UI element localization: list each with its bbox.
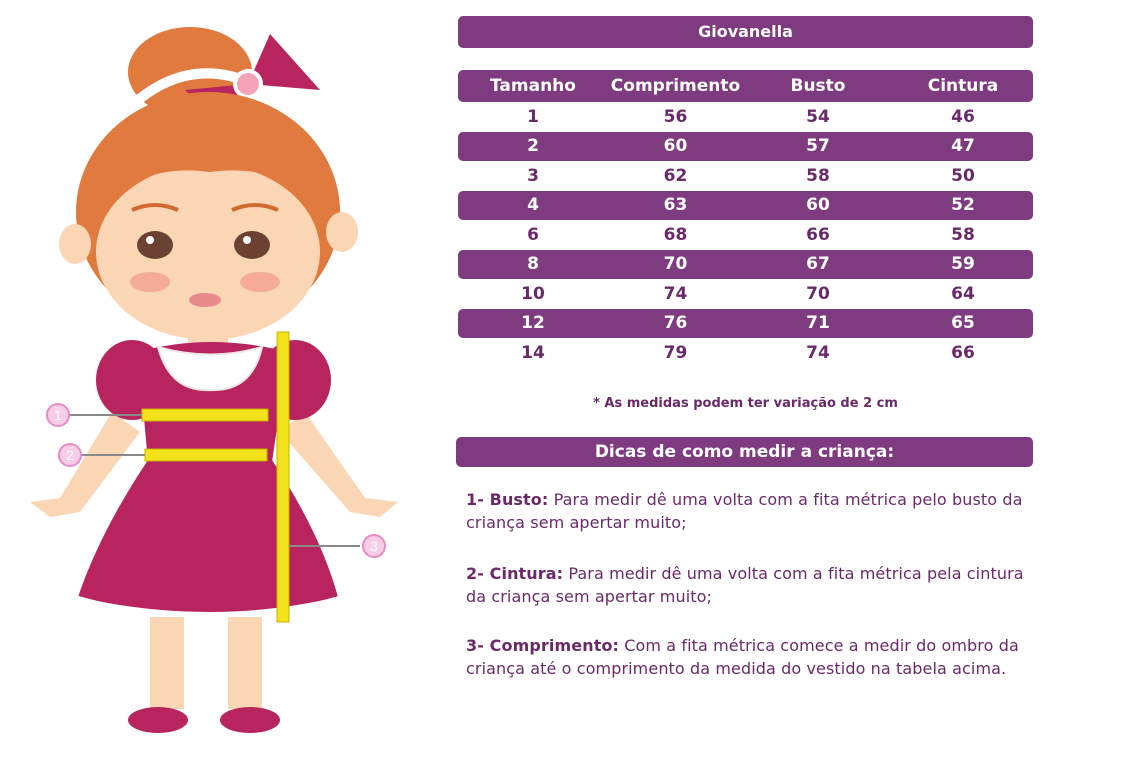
cell-busto: 60 (806, 195, 830, 216)
marker-2-label: 2 (66, 447, 74, 463)
tip-comprimento-text: Com a fita métrica comece a medir do ombro da criança até o comprimento da medida do vestido na tabela acima. (466, 636, 1019, 678)
cell-busto: 67 (806, 254, 830, 275)
header-comprimento: Comprimento (610, 76, 741, 96)
bow-knot (235, 71, 261, 97)
table-row (458, 250, 1033, 280)
cell-cintura: 58 (951, 224, 975, 245)
cell-tamanho: 10 (521, 283, 545, 304)
right-arm (280, 412, 398, 517)
cell-cintura: 59 (951, 254, 975, 275)
table-row (458, 161, 1033, 191)
bust-tape (142, 409, 268, 421)
cell-tamanho: 12 (521, 313, 545, 334)
header-tamanho: Tamanho (490, 76, 576, 96)
tip-busto (466, 488, 1036, 534)
waist-tape (145, 449, 267, 461)
cell-cintura: 52 (951, 195, 975, 216)
header-cintura: Cintura (927, 76, 999, 96)
cell-comprimento: 56 (663, 106, 688, 127)
cell-busto: 57 (806, 136, 830, 157)
table-row (458, 279, 1033, 309)
cell-cintura: 46 (951, 106, 975, 127)
right-eye (234, 231, 270, 259)
table-row (458, 309, 1033, 339)
left-eye (137, 231, 173, 259)
cell-busto: 71 (806, 313, 830, 334)
left-leg (150, 617, 184, 709)
cell-cintura: 64 (951, 283, 975, 304)
cell-tamanho: 2 (527, 136, 539, 157)
table-row (458, 132, 1033, 162)
cell-busto: 74 (806, 342, 830, 363)
marker-3-label: 3 (370, 538, 378, 554)
cell-tamanho: 1 (527, 106, 539, 127)
left-ear (59, 224, 91, 264)
cell-cintura: 47 (951, 136, 975, 157)
header-busto: Busto (790, 76, 846, 96)
cell-comprimento: 63 (663, 195, 688, 216)
tip-busto-text: Para medir dê uma volta com a fita métrica pelo busto da criança sem apertar muito; (466, 490, 1023, 532)
table-row (458, 191, 1033, 221)
cell-cintura: 66 (951, 342, 975, 363)
tip-comprimento-label: 3- Comprimento: (466, 636, 620, 655)
cell-comprimento: 76 (663, 313, 688, 334)
table-header-row (458, 70, 1033, 102)
cell-comprimento: 60 (663, 136, 688, 157)
left-shoe (128, 707, 188, 733)
cell-comprimento: 68 (663, 224, 688, 245)
cell-cintura: 65 (951, 313, 975, 334)
brand-title: Giovanella (458, 16, 1033, 48)
cell-busto: 58 (806, 165, 830, 186)
cell-comprimento: 70 (663, 254, 688, 275)
marker-1-label: 1 (54, 407, 62, 423)
cell-busto: 54 (806, 106, 830, 127)
tip-busto-label: 1- Busto: (466, 490, 549, 509)
cell-tamanho: 4 (527, 195, 539, 216)
cell-tamanho: 6 (527, 224, 539, 245)
cell-comprimento: 74 (663, 283, 688, 304)
tip-cintura (466, 562, 1036, 608)
length-tape (277, 332, 289, 622)
right-cheek (240, 272, 280, 292)
cell-busto: 70 (806, 283, 830, 304)
right-leg (228, 617, 262, 709)
cell-comprimento: 79 (663, 342, 688, 363)
face (96, 164, 320, 340)
table-body (458, 102, 1033, 368)
size-table (458, 70, 1033, 368)
left-cheek (130, 272, 170, 292)
cell-tamanho: 14 (521, 342, 545, 363)
measurement-illustration (20, 12, 430, 762)
dress-skirt (78, 460, 338, 612)
right-ear (326, 212, 358, 252)
tip-cintura-label: 2- Cintura: (466, 564, 564, 583)
tip-comprimento (466, 634, 1036, 680)
measurement-note: * As medidas podem ter variação de 2 cm (593, 396, 898, 411)
table-row (458, 338, 1033, 368)
table-row (458, 220, 1033, 250)
tip-cintura-text: Para medir dê uma volta com a fita métrica pela cintura da criança sem apertar muito; (466, 564, 1024, 606)
right-shoe (220, 707, 280, 733)
table-row (458, 102, 1033, 132)
cell-comprimento: 62 (663, 165, 688, 186)
cell-tamanho: 8 (527, 254, 539, 275)
tips-title: Dicas de como medir a criança: (456, 437, 1033, 467)
cell-busto: 66 (806, 224, 830, 245)
cell-tamanho: 3 (527, 165, 539, 186)
mouth (189, 293, 221, 307)
cell-cintura: 50 (951, 165, 975, 186)
